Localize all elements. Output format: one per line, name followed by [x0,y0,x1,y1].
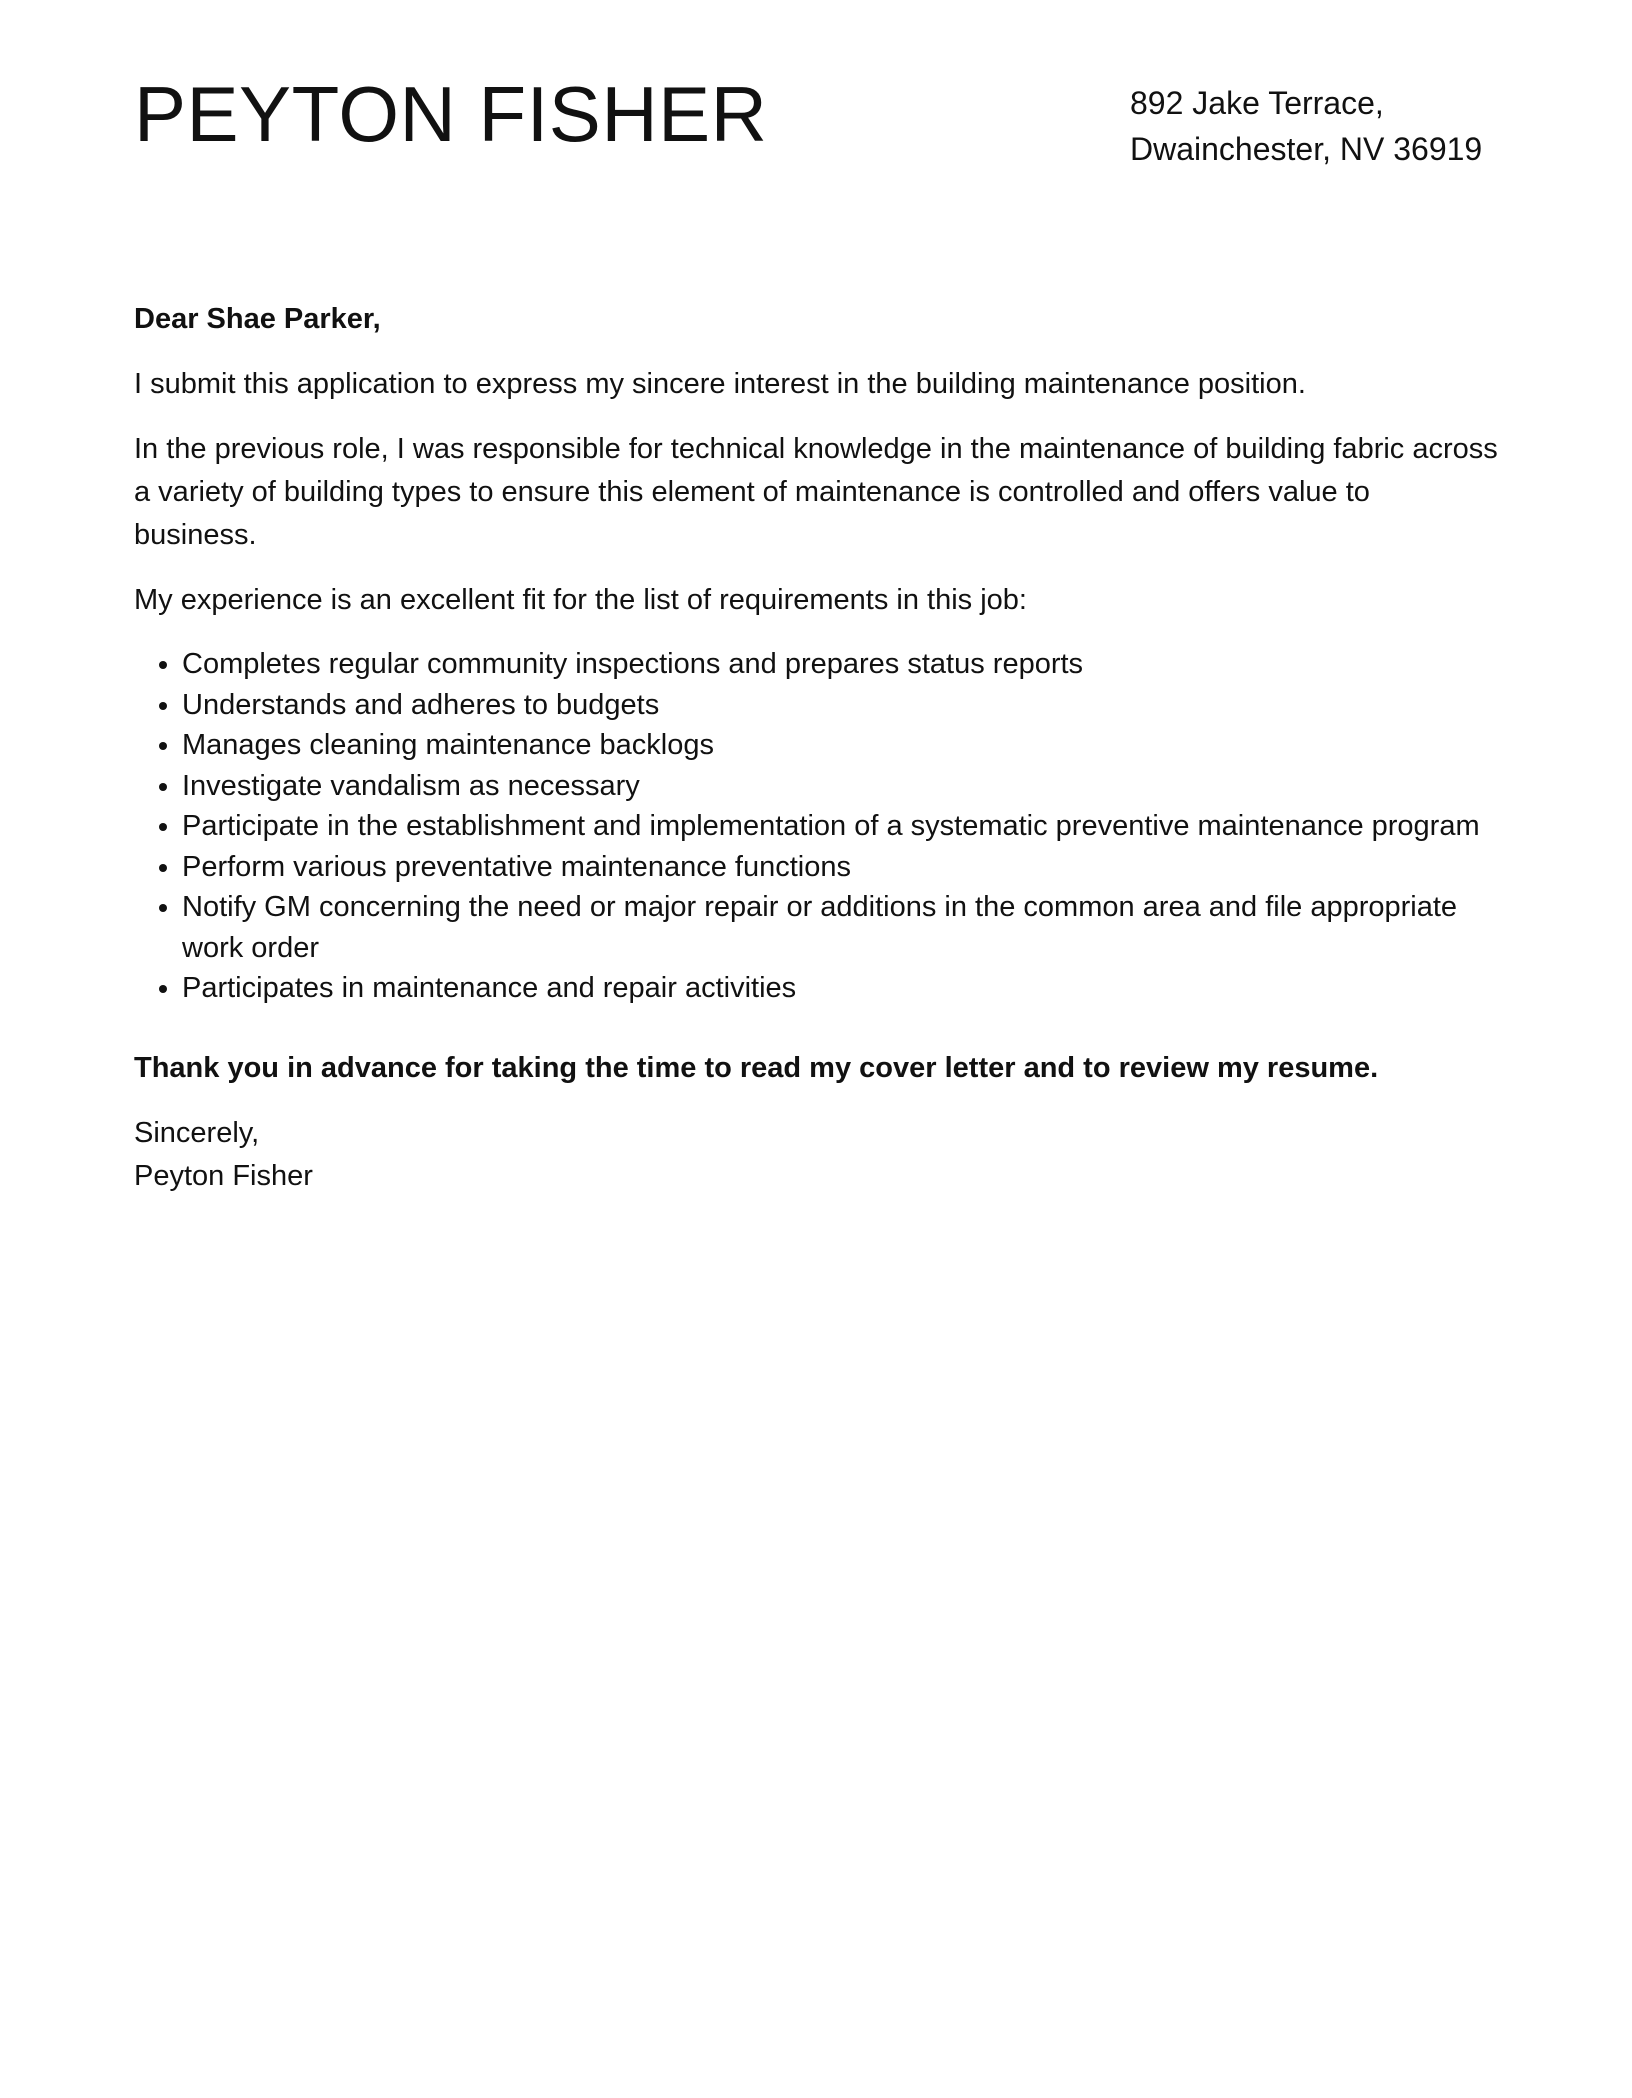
intro-paragraph: I submit this application to express my sincere interest in the building maintenance position. [134,368,1306,400]
list-item: • Manages cleaning maintenance backlogs [182,725,1500,766]
experience-paragraph: In the previous role, I was responsible for technical knowledge in the maintenance of building fabric across a variety of building types to ensure this element of maintenance is controlled and offers value to business. [134,433,1498,551]
signoff-phrase: Sincerely, [134,1116,260,1149]
list-item: • Investigate vandalism as necessary [182,766,1500,807]
requirements-list [134,644,1500,1009]
applicant-address [1130,80,1482,172]
signoff [134,1112,1500,1198]
salutation: Dear Shae Parker, [134,303,381,335]
list-item: • Participate in the establishment and implementation of a systematic preventive maintenance program [182,806,1500,847]
list-item: • Notify GM concerning the need or major repair or additions in the common area and file appropriate work order [182,887,1500,968]
requirements-intro: My experience is an excellent fit for the list of requirements in this job: [134,584,1027,616]
signature-name: Peyton Fisher [134,1159,313,1192]
list-item: • Participates in maintenance and repair activities [182,968,1500,1009]
closing-paragraph: Thank you in advance for taking the time to read my cover letter and to review my resume. [134,1051,1379,1084]
address-line-street: 892 Jake Terrace, [1130,85,1384,121]
address-line-city: Dwainchester, NV 36919 [1130,131,1483,167]
letter-body [134,298,1500,1198]
list-item: • Understands and adheres to budgets [182,685,1500,726]
applicant-name: PEYTON FISHER [134,70,768,158]
list-item: • Perform various preventative maintenance functions [182,847,1500,888]
list-item: • Completes regular community inspections and prepares status reports [182,644,1500,685]
